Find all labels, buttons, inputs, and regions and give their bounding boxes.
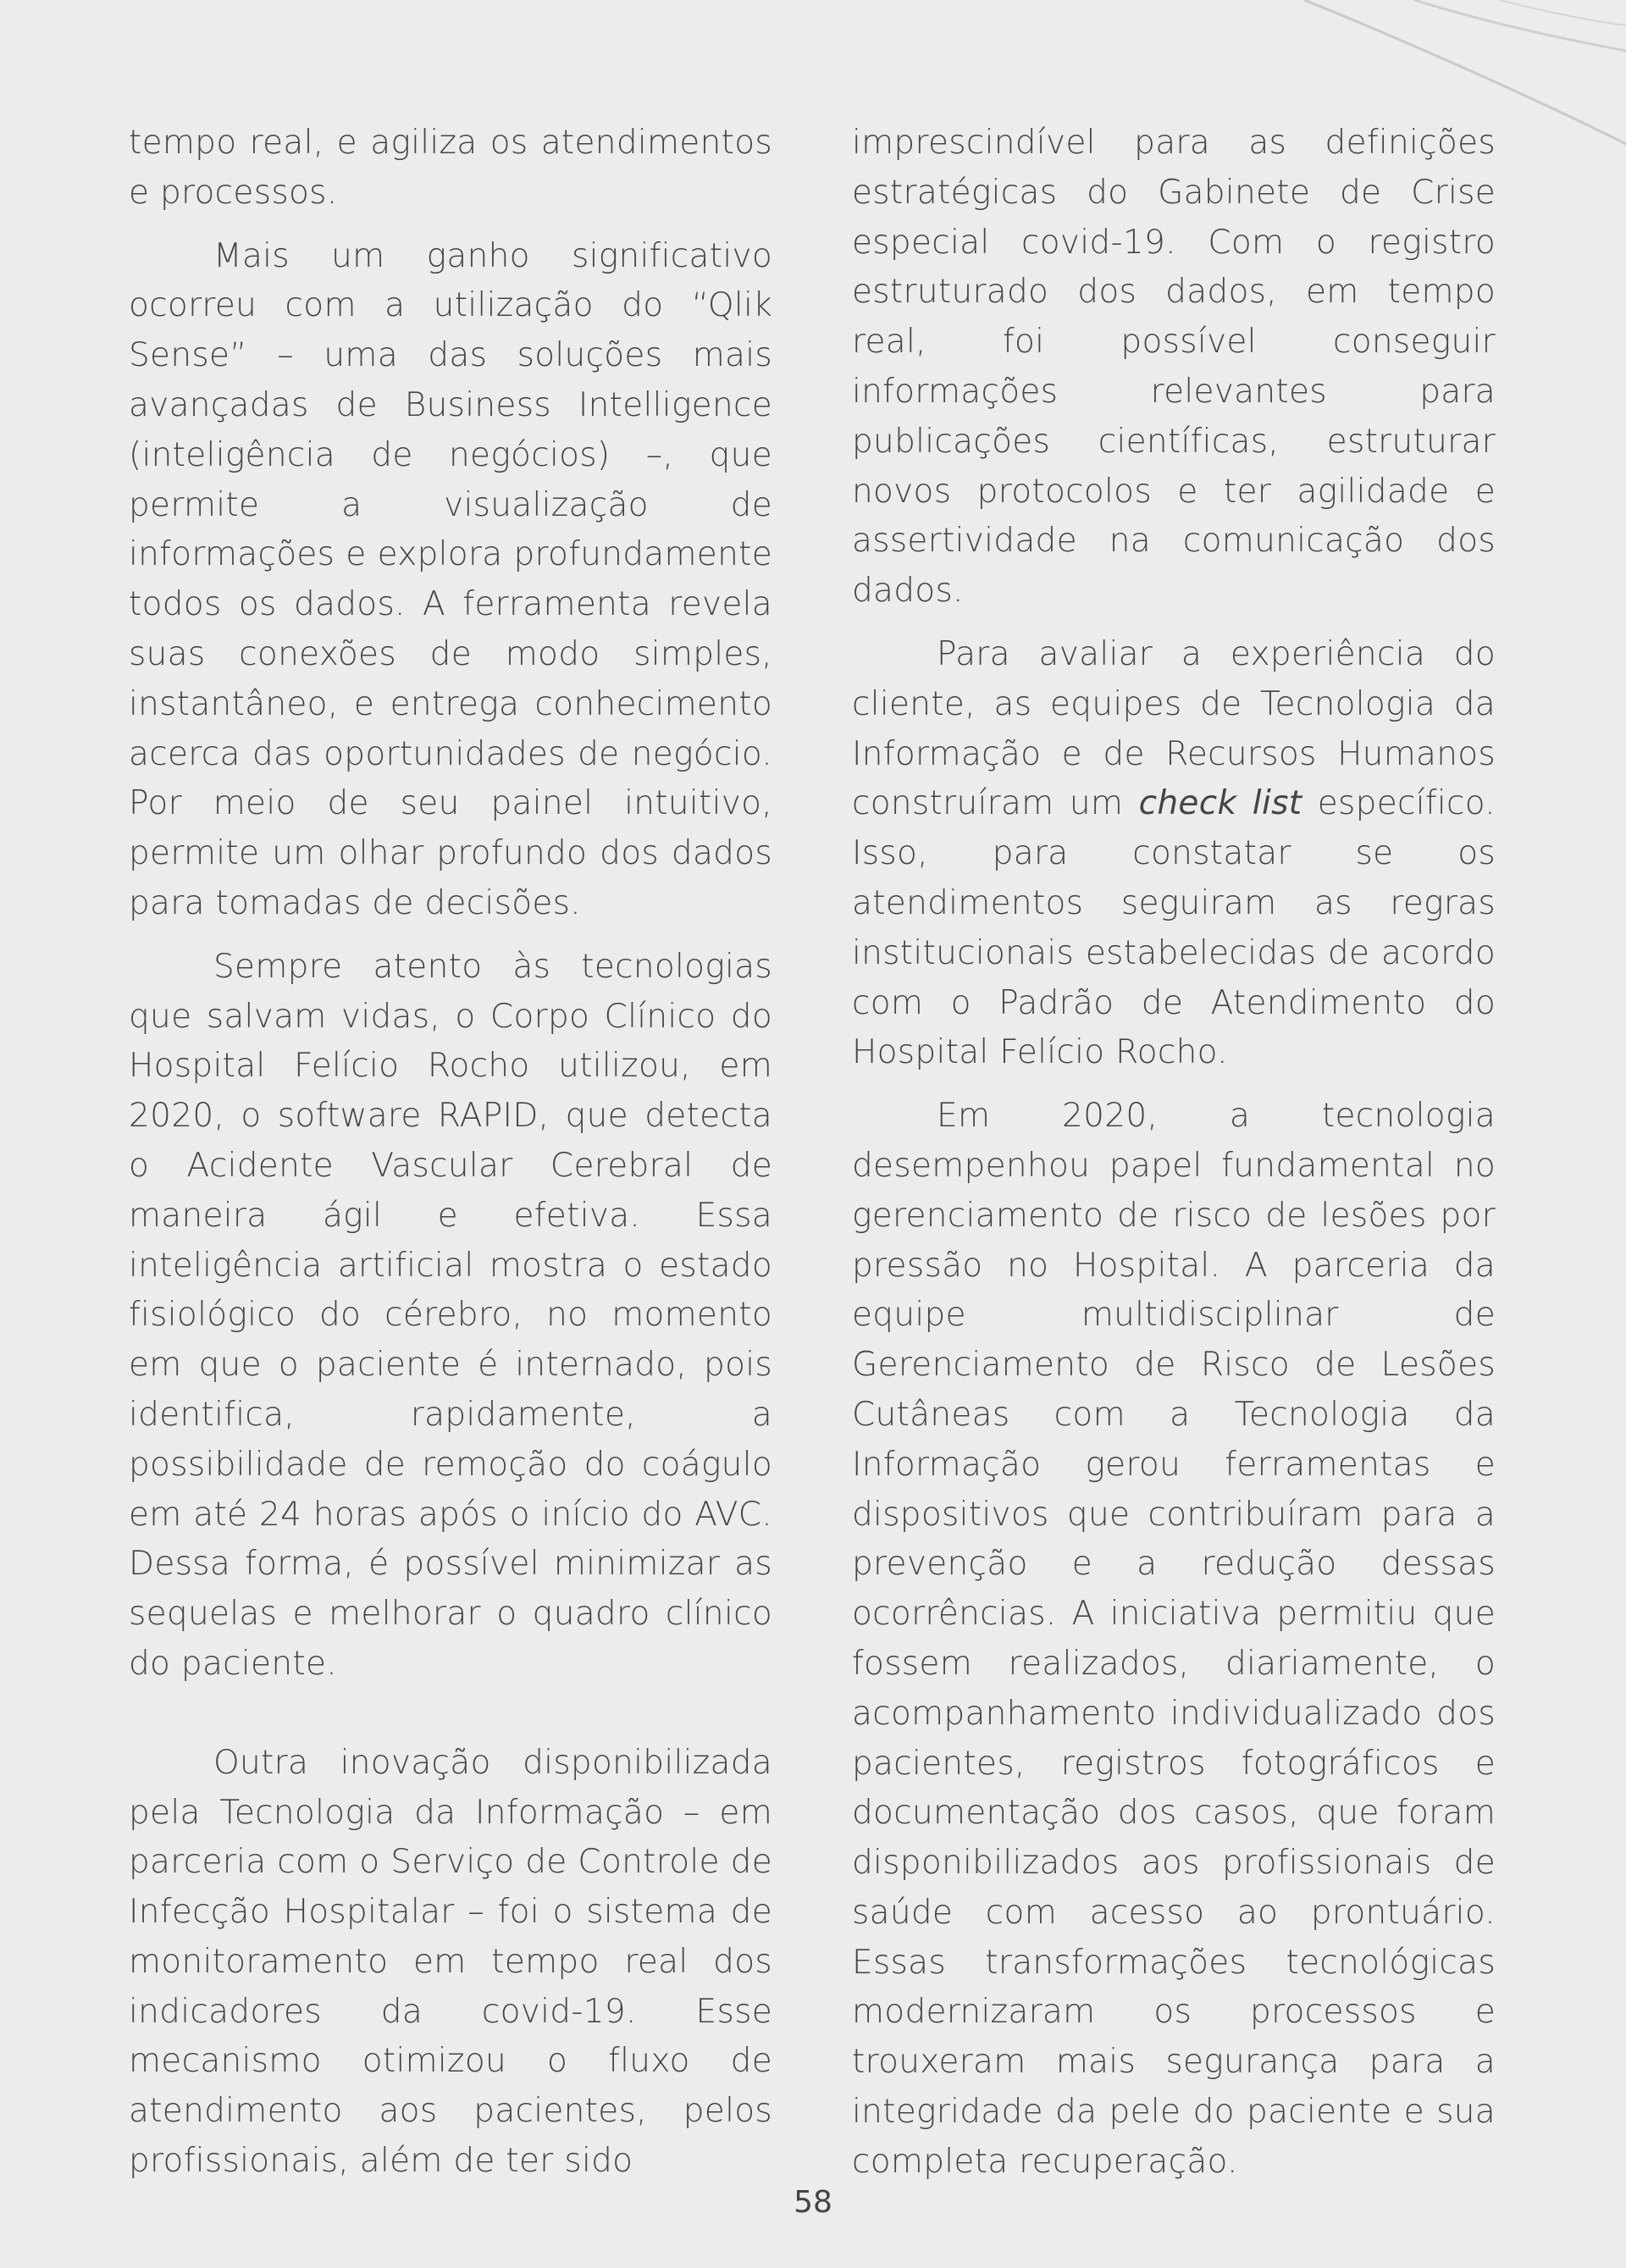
- right-paragraph-2: [852, 630, 1496, 1078]
- right-paragraph-2-text-start: Para avaliar a experiência do cliente, as equipes de Tecnologia da Informação e de Recursos Humanos construíram um: [852, 634, 1496, 823]
- left-column: [129, 119, 772, 2200]
- left-paragraph-4: Outra inovação disponibilizada pela Tecnologia da Informação – em parceria com o Serviço de Controle de Infecção Hospitalar – foi o sistema de monitoramento em tempo real dos indicadores da covid-19. Esse mecanismo otimizou o fluxo de atendimento aos pacientes, pelos profissionais, além de ter sido: [129, 1743, 772, 2181]
- right-paragraph-2-text-end: específico. Isso, para constatar se os atendimentos seguiram as regras institucionais estabelecidas de acordo com o Padrão de Atendimento do Hospital Felício Rocho.: [852, 784, 1496, 1072]
- left-paragraph-3: Sempre atento às tecnologias que salvam vidas, o Corpo Clínico do Hospital Felício Rocho utilizou, em 2020, o software RAPID, que detecta o Acidente Vascular Cerebral de maneira ágil e efetiva. Essa inteligência artificial mostra o estado fisiológico do cérebro, no momento em que o paciente é internado, pois identifica, rapidamente, a possibilidade de remoção do coágulo em até 24 horas após o início do AVC. Dessa forma, é possível minimizar as sequelas e melhorar o quadro clínico do paciente.: [129, 947, 772, 1683]
- left-paragraph-1: tempo real, e agiliza os atendimentos e processos.: [129, 124, 772, 212]
- page-number: 58: [794, 2185, 832, 2220]
- right-paragraph-1: imprescindível para as definições estratégicas do Gabinete de Crise especial covid-19. Com o registro estruturado dos dados, em tempo real, foi possível conseguir informações relevantes para publicações científicas, estruturar novos protocolos e ter agilidade e assertividade na comunicação dos dados.: [852, 124, 1496, 611]
- right-column: [852, 119, 1496, 2201]
- right-paragraph-3: Em 2020, a tecnologia desempenhou papel fundamental no gerenciamento de risco de lesões por pressão no Hospital. A parceria da equipe multidisciplinar de Gerenciamento de Risco de Lesões Cutâneas com a Tecnologia da Informação gerou ferramentas e dispositivos que contribuíram para a prevenção e a redução dessas ocorrências. A iniciativa permitiu que fossem realizados, diariamente, o acompanhamento individualizado dos pacientes, registros fotográficos e documentação dos casos, que foram disponibilizados aos profissionais de saúde com acesso ao prontuário. Essas transformações tecnológicas modernizaram os processos e trouxeram mais segurança para a integridade da pele do paciente e sua completa recuperação.: [852, 1097, 1496, 2181]
- check-list-term: check list: [1138, 784, 1302, 823]
- left-paragraph-2: Mais um ganho significativo ocorreu com a utilização do “Qlik Sense” – uma das soluções mais avançadas de Business Intelligence (inteligência de negócios) –, que permite a visualização de informações e explora profundamente todos os dados. A ferramenta revela suas conexões de modo simples, instantâneo, e entrega conhecimento acerca das oportunidades de negócio. Por meio de seu painel intuitivo, permite um olhar profundo dos dados para tomadas de decisões.: [129, 236, 772, 922]
